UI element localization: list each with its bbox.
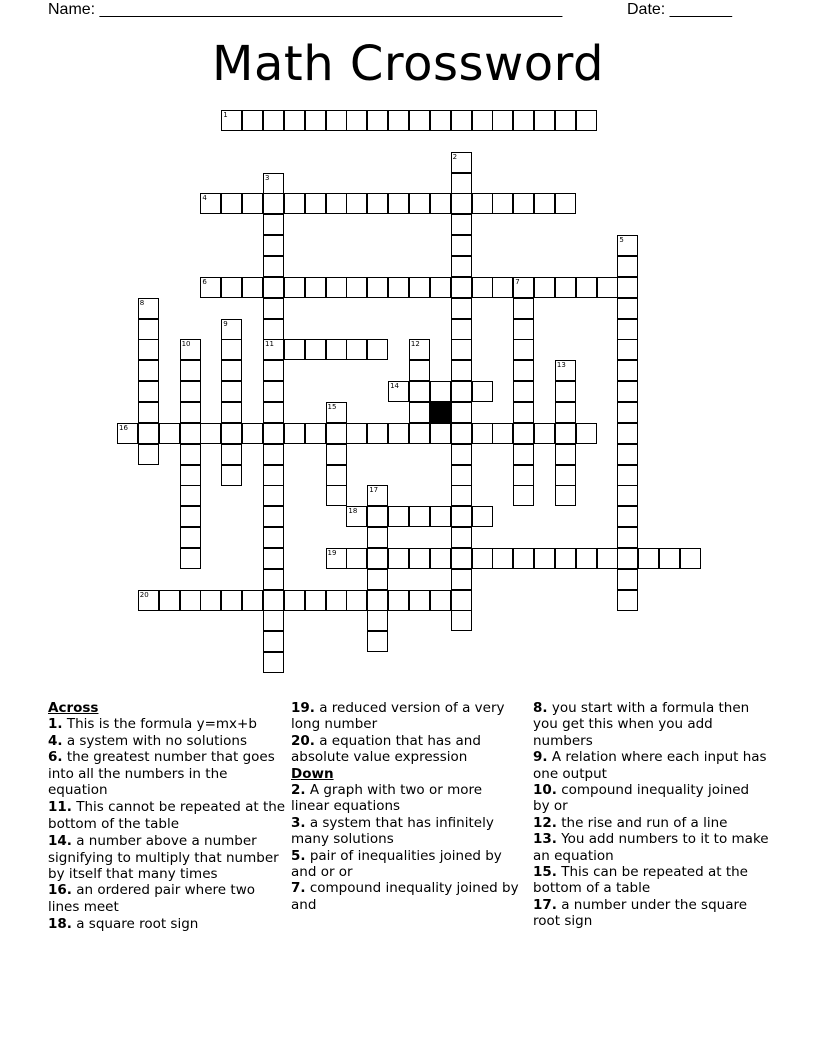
crossword-cell[interactable] [263, 527, 284, 548]
crossword-cell[interactable] [263, 319, 284, 340]
crossword-cell[interactable] [388, 110, 409, 131]
crossword-cell[interactable] [242, 277, 263, 298]
crossword-cell[interactable] [513, 465, 534, 486]
crossword-cell[interactable] [263, 214, 284, 235]
crossword-cell[interactable] [159, 423, 180, 444]
clue-down-13: 13. You add numbers to it to make an equation [533, 831, 769, 864]
crossword-cell[interactable] [346, 506, 367, 527]
crossword-cell[interactable] [617, 381, 638, 402]
crossword-cell[interactable] [617, 402, 638, 423]
crossword-cell[interactable] [513, 193, 534, 214]
crossword-cell[interactable] [200, 590, 221, 611]
crossword-cell[interactable] [513, 360, 534, 381]
clue-across-4: 4. a system with no solutions [48, 732, 248, 749]
clue-number: 6 [202, 277, 207, 286]
crossword-cell[interactable] [430, 381, 451, 402]
crossword-cell[interactable] [200, 277, 221, 298]
crossword-cell[interactable] [555, 360, 576, 381]
crossword-cell[interactable] [409, 381, 430, 402]
crossword-cell[interactable] [617, 465, 638, 486]
crossword-cell[interactable] [263, 235, 284, 256]
crossword-cell[interactable] [138, 298, 159, 319]
crossword-cell[interactable] [263, 444, 284, 465]
crossword-cell[interactable] [534, 110, 555, 131]
crossword-cell[interactable] [451, 110, 472, 131]
crossword-cell[interactable] [430, 423, 451, 444]
crossword-cell[interactable] [513, 277, 534, 298]
crossword-cell[interactable] [617, 548, 638, 569]
crossword-cell[interactable] [180, 506, 201, 527]
clue-down-7: 7. compound inequality joined by and [291, 880, 519, 913]
crossword-cell[interactable] [451, 423, 472, 444]
crossword-cell[interactable] [617, 298, 638, 319]
crossword-cell[interactable] [472, 548, 493, 569]
crossword-cell[interactable] [451, 569, 472, 590]
clue-number: 1 [223, 111, 228, 119]
crossword-cell[interactable] [451, 610, 472, 631]
clue-number: 18 [348, 507, 358, 516]
crossword-cell[interactable] [451, 548, 472, 569]
crossword-cell[interactable] [305, 193, 326, 214]
crossword-cell[interactable] [180, 360, 201, 381]
crossword-cell[interactable] [576, 548, 597, 569]
crossword-cell[interactable] [680, 548, 701, 569]
crossword-cell[interactable] [576, 110, 597, 131]
crossword-cell[interactable] [221, 444, 242, 465]
crossword-cell[interactable] [284, 423, 305, 444]
crossword-cell[interactable] [617, 319, 638, 340]
crossword-cell[interactable] [472, 193, 493, 214]
crossword-cell[interactable] [409, 193, 430, 214]
clue-down-5: 5. pair of inequalities joined by and or or [291, 847, 502, 881]
crossword-cell[interactable] [138, 444, 159, 465]
clue-down-8: 8. you start with a formula then you get this when you add numbers [533, 700, 750, 749]
crossword-cell[interactable] [367, 527, 388, 548]
crossword-cell[interactable] [138, 319, 159, 340]
crossword-cell[interactable] [180, 590, 201, 611]
crossword-cell[interactable] [597, 548, 618, 569]
crossword-cell[interactable] [138, 360, 159, 381]
crossword-cell[interactable] [263, 339, 284, 360]
crossword-cell[interactable] [555, 402, 576, 423]
crossword-cell[interactable] [221, 193, 242, 214]
crossword-cell[interactable] [451, 319, 472, 340]
crossword-cell[interactable] [138, 339, 159, 360]
crossword-cell[interactable] [367, 423, 388, 444]
crossword-cell[interactable] [513, 444, 534, 465]
crossword-cell[interactable] [451, 360, 472, 381]
crossword-cell[interactable] [326, 465, 347, 486]
clue-number: 14 [390, 382, 400, 391]
crossword-cell[interactable] [221, 110, 242, 131]
crossword-cell[interactable] [409, 360, 430, 381]
crossword-cell[interactable] [180, 465, 201, 486]
crossword-cell[interactable] [221, 465, 242, 486]
clue-across-16: 16. an ordered pair where two lines meet [48, 882, 255, 915]
crossword-cell[interactable] [472, 110, 493, 131]
crossword-cell[interactable] [180, 339, 201, 360]
crossword-cell[interactable] [263, 485, 284, 506]
clue-across-1: 1. This is the formula y=mx+b [48, 716, 257, 733]
crossword-cell[interactable] [451, 214, 472, 235]
clue-number: 10 [181, 340, 191, 349]
crossword-cell[interactable] [263, 402, 284, 423]
crossword-cell[interactable] [284, 339, 305, 360]
crossword-cell[interactable] [263, 256, 284, 277]
crossword-cell[interactable] [576, 277, 597, 298]
crossword-cell[interactable] [430, 277, 451, 298]
clue-number: 9 [223, 319, 228, 328]
crossword-cell[interactable] [367, 193, 388, 214]
page-title: Math Crossword [212, 36, 604, 92]
crossword-cell[interactable] [617, 235, 638, 256]
crossword-cell[interactable] [409, 548, 430, 569]
crossword-cell[interactable] [555, 444, 576, 465]
crossword-cell[interactable] [472, 423, 493, 444]
crossword-cell[interactable] [367, 569, 388, 590]
crossword-cell[interactable] [451, 339, 472, 360]
crossword-cell[interactable] [513, 548, 534, 569]
clue-down-12: 12. the rise and run of a line [533, 814, 728, 831]
clue-number: 15 [327, 402, 337, 411]
clue-across-6: 6. the greatest number that goes into all the numbers in the equation [48, 749, 275, 799]
crossword-cell[interactable] [180, 548, 201, 569]
crossword-cell[interactable] [263, 110, 284, 131]
crossword-cell[interactable] [346, 277, 367, 298]
name-field-line: Name: ____________________________________________________ [48, 1, 563, 18]
crossword-cell[interactable] [263, 610, 284, 631]
crossword-cell[interactable] [305, 339, 326, 360]
crossword-cell[interactable] [263, 193, 284, 214]
clue-number: 12 [410, 340, 420, 349]
clue-down-15: 15. This can be repeated at the bottom of a table [533, 864, 748, 897]
crossword-cell[interactable] [388, 423, 409, 444]
crossword-cell[interactable] [409, 423, 430, 444]
clue-across-19: 19. a reduced version of a very long number [291, 700, 505, 733]
crossword-cell[interactable] [555, 465, 576, 486]
crossword-cell[interactable] [451, 381, 472, 402]
crossword-cell[interactable] [284, 277, 305, 298]
crossword-cell[interactable] [263, 173, 284, 194]
crossword-cell[interactable] [221, 381, 242, 402]
crossword-cell[interactable] [263, 631, 284, 652]
crossword-cell[interactable] [221, 402, 242, 423]
crossword-cell[interactable] [617, 339, 638, 360]
crossword-cell[interactable] [534, 277, 555, 298]
crossword-cell[interactable] [138, 423, 159, 444]
crossword-cell[interactable] [242, 193, 263, 214]
crossword-cell[interactable] [388, 590, 409, 611]
crossword-cell[interactable] [180, 423, 201, 444]
crossword-cell[interactable] [451, 277, 472, 298]
down-heading: Down [291, 765, 334, 782]
crossword-cell[interactable] [451, 402, 472, 423]
crossword-cell[interactable] [388, 548, 409, 569]
crossword-cell[interactable] [138, 402, 159, 423]
crossword-cell[interactable] [326, 485, 347, 506]
crossword-cell[interactable] [451, 193, 472, 214]
crossword-cell[interactable] [617, 569, 638, 590]
crossword-cell[interactable] [388, 381, 409, 402]
crossword-cell[interactable] [451, 173, 472, 194]
crossword-cell[interactable] [617, 444, 638, 465]
crossword-cell[interactable] [242, 110, 263, 131]
crossword-cell[interactable] [138, 590, 159, 611]
crossword-cell[interactable] [180, 485, 201, 506]
crossword-cell[interactable] [326, 339, 347, 360]
blocked-cell [430, 402, 451, 423]
crossword-cell[interactable] [617, 256, 638, 277]
crossword-cell[interactable] [513, 110, 534, 131]
crossword-cell[interactable] [117, 423, 138, 444]
crossword-cell[interactable] [472, 506, 493, 527]
crossword-cell[interactable] [263, 298, 284, 319]
date-field-line: Date: _______ [627, 1, 732, 18]
crossword-cell[interactable] [326, 590, 347, 611]
crossword-cell[interactable] [221, 360, 242, 381]
crossword-cell[interactable] [180, 402, 201, 423]
crossword-cell[interactable] [138, 381, 159, 402]
crossword-cell[interactable] [430, 506, 451, 527]
crossword-cell[interactable] [617, 423, 638, 444]
crossword-cell[interactable] [555, 193, 576, 214]
clue-number: 3 [265, 173, 270, 182]
crossword-cell[interactable] [388, 506, 409, 527]
crossword-cell[interactable] [284, 193, 305, 214]
crossword-cell[interactable] [326, 110, 347, 131]
crossword-cell[interactable] [513, 423, 534, 444]
crossword-cell[interactable] [326, 548, 347, 569]
crossword-cell[interactable] [617, 506, 638, 527]
crossword-cell[interactable] [409, 339, 430, 360]
crossword-cell[interactable] [534, 193, 555, 214]
clue-number: 17 [369, 486, 379, 495]
crossword-cell[interactable] [430, 590, 451, 611]
clue-across-11: 11. This cannot be repeated at the bottom of the table [48, 799, 286, 832]
crossword-cell[interactable] [346, 548, 367, 569]
crossword-cell[interactable] [492, 423, 513, 444]
clue-down-9: 9. A relation where each input has one output [533, 749, 767, 782]
crossword-cell[interactable] [367, 610, 388, 631]
crossword-cell[interactable] [242, 590, 263, 611]
crossword-cell[interactable] [659, 548, 680, 569]
crossword-cell[interactable] [326, 444, 347, 465]
crossword-cell[interactable] [617, 590, 638, 611]
crossword-cell[interactable] [221, 590, 242, 611]
crossword-cell[interactable] [409, 277, 430, 298]
crossword-cell[interactable] [555, 485, 576, 506]
crossword-cell[interactable] [263, 360, 284, 381]
crossword-cell[interactable] [263, 277, 284, 298]
crossword-cell[interactable] [513, 402, 534, 423]
crossword-cell[interactable] [451, 235, 472, 256]
crossword-cell[interactable] [263, 569, 284, 590]
crossword-cell[interactable] [284, 590, 305, 611]
crossword-cell[interactable] [617, 527, 638, 548]
crossword-cell[interactable] [451, 298, 472, 319]
crossword-cell[interactable] [451, 444, 472, 465]
crossword-cell[interactable] [492, 548, 513, 569]
clue-down-10: 10. compound inequality joined by or [533, 782, 750, 815]
crossword-cell[interactable] [326, 423, 347, 444]
crossword-cell[interactable] [492, 277, 513, 298]
crossword-cell[interactable] [159, 590, 180, 611]
crossword-cell[interactable] [576, 423, 597, 444]
crossword-cell[interactable] [513, 339, 534, 360]
crossword-cell[interactable] [534, 548, 555, 569]
crossword-cell[interactable] [367, 631, 388, 652]
crossword-cell[interactable] [367, 110, 388, 131]
crossword-cell[interactable] [221, 423, 242, 444]
crossword-cell[interactable] [305, 277, 326, 298]
clue-across-14: 14. a number above a number signifying to multiply that number by itself that many times [48, 833, 279, 883]
crossword-cell[interactable] [555, 381, 576, 402]
crossword-cell[interactable] [430, 548, 451, 569]
crossword-cell[interactable] [513, 485, 534, 506]
crossword-cell[interactable] [638, 548, 659, 569]
crossword-cell[interactable] [472, 277, 493, 298]
crossword-cell[interactable] [367, 277, 388, 298]
crossword-cell[interactable] [451, 506, 472, 527]
crossword-cell[interactable] [409, 402, 430, 423]
crossword-cell[interactable] [451, 465, 472, 486]
crossword-cell[interactable] [180, 527, 201, 548]
crossword-cell[interactable] [555, 110, 576, 131]
crossword-cell[interactable] [263, 381, 284, 402]
crossword-cell[interactable] [513, 319, 534, 340]
crossword-cell[interactable] [617, 277, 638, 298]
clue-number: 20 [139, 590, 149, 599]
crossword-cell[interactable] [263, 465, 284, 486]
crossword-cell[interactable] [367, 548, 388, 569]
clue-across-20: 20. a equation that has and absolute value expression [291, 732, 481, 766]
clue-down-3: 3. a system that has infinitely many solutions [291, 814, 494, 848]
crossword-cell[interactable] [451, 527, 472, 548]
crossword-cell[interactable] [617, 485, 638, 506]
crossword-cell[interactable] [367, 506, 388, 527]
crossword-cell[interactable] [388, 193, 409, 214]
crossword-cell[interactable] [200, 193, 221, 214]
clue-across-18: 18. a square root sign [48, 916, 199, 933]
crossword-cell[interactable] [263, 506, 284, 527]
crossword-cell[interactable] [555, 548, 576, 569]
crossword-cell[interactable] [263, 590, 284, 611]
crossword-cell[interactable] [451, 485, 472, 506]
crossword-cell[interactable] [409, 590, 430, 611]
crossword-cell[interactable] [221, 277, 242, 298]
clue-number: 8 [139, 298, 145, 307]
clues-column-3 [533, 700, 769, 930]
crossword-cell[interactable] [221, 319, 242, 340]
crossword-cell[interactable] [346, 339, 367, 360]
crossword-cell[interactable] [513, 381, 534, 402]
clue-number: 11 [265, 340, 274, 349]
crossword-cell[interactable] [305, 590, 326, 611]
crossword-cell[interactable] [492, 110, 513, 131]
crossword-cell[interactable] [326, 277, 347, 298]
clue-number: 16 [119, 423, 128, 432]
crossword-cell[interactable] [451, 256, 472, 277]
crossword-cell[interactable] [451, 152, 472, 173]
clue-number: 4 [202, 194, 207, 203]
crossword-cell[interactable] [388, 277, 409, 298]
crossword-cell[interactable] [409, 110, 430, 131]
crossword-cell[interactable] [430, 110, 451, 131]
clues-column-1 [48, 700, 286, 933]
crossword-cell[interactable] [200, 423, 221, 444]
crossword-cell[interactable] [513, 298, 534, 319]
clue-number: 7 [515, 277, 520, 286]
crossword-cell[interactable] [180, 444, 201, 465]
crossword-cell[interactable] [367, 339, 388, 360]
crossword-cell[interactable] [242, 423, 263, 444]
crossword-cell[interactable] [180, 381, 201, 402]
crossword-cell[interactable] [451, 590, 472, 611]
crossword-cell[interactable] [305, 423, 326, 444]
crossword-cell[interactable] [263, 652, 284, 673]
clue-number: 5 [619, 236, 624, 245]
crossword-cell[interactable] [263, 423, 284, 444]
clue-down-2: 2. A graph with two or more linear equations [291, 782, 483, 815]
crossword-cell[interactable] [221, 339, 242, 360]
clues-column-2 [291, 700, 519, 913]
crossword-cell[interactable] [555, 423, 576, 444]
crossword-cell[interactable] [555, 277, 576, 298]
crossword-cell[interactable] [367, 485, 388, 506]
crossword-cell[interactable] [326, 402, 347, 423]
crossword-cell[interactable] [346, 423, 367, 444]
clue-number: 13 [556, 361, 566, 370]
crossword-cell[interactable] [263, 548, 284, 569]
crossword-cell[interactable] [617, 360, 638, 381]
crossword-cell[interactable] [492, 193, 513, 214]
crossword-cell[interactable] [305, 110, 326, 131]
crossword-cell[interactable] [597, 277, 618, 298]
crossword-cell[interactable] [472, 381, 493, 402]
crossword-cell[interactable] [346, 193, 367, 214]
clue-number: 2 [452, 152, 458, 161]
clue-down-17: 17. a number under the square root sign [533, 896, 748, 930]
crossword-cell[interactable] [346, 590, 367, 611]
clue-number: 19 [327, 548, 337, 557]
crossword-cell[interactable] [326, 193, 347, 214]
crossword-cell[interactable] [534, 423, 555, 444]
crossword-cell[interactable] [409, 506, 430, 527]
across-heading: Across [48, 700, 99, 716]
crossword-cell[interactable] [346, 110, 367, 131]
crossword-cell[interactable] [367, 590, 388, 611]
crossword-cell[interactable] [284, 110, 305, 131]
crossword-cell[interactable] [430, 193, 451, 214]
